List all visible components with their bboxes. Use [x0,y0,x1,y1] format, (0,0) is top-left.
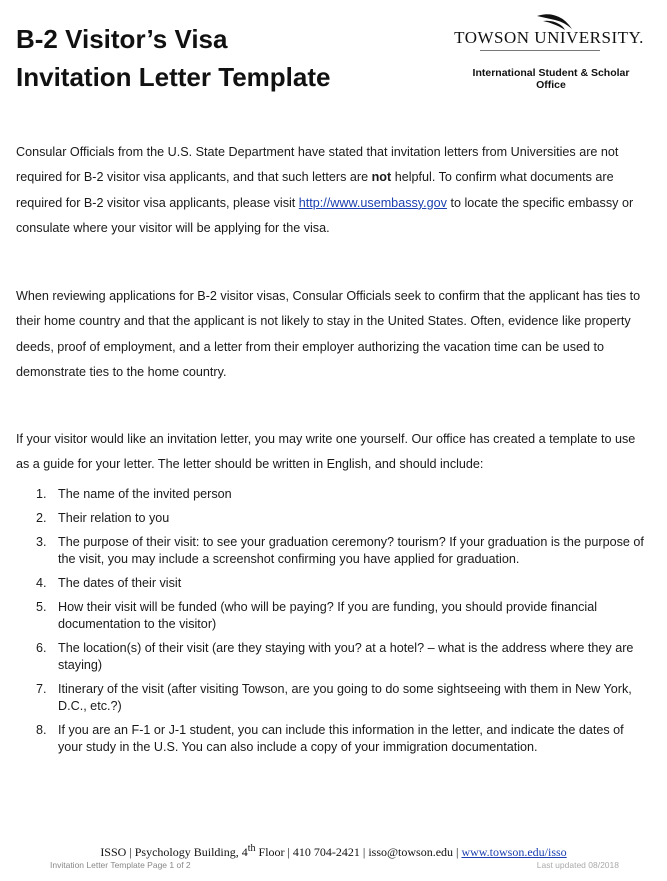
footer-address-a: ISSO | Psychology Building, 4 [100,845,248,859]
list-item [36,486,650,503]
logo-divider [480,50,600,51]
list-item [36,599,650,633]
paragraph-consular-officials [16,140,648,242]
document-title [16,20,330,96]
p1-text-c: to locate the specific embassy or consulate where your visitor will be applying for the visa. [16,195,634,236]
list-item-text: Their relation to you [58,511,170,525]
list-number: 8. [36,723,47,737]
list-item [36,534,650,568]
p1-bold-not: not [371,170,392,185]
list-item-text: The location(s) of their visit (are they staying with you? at a hotel? – what is the address where they are staying) [58,641,634,672]
list-item-text: Itinerary of the visit (after visiting Towson, are you going to do some sightseeing with them in New York, D.C., etc.?) [58,682,632,713]
list-item [36,575,650,592]
list-number: 1. [36,487,47,501]
list-number: 3. [36,535,47,549]
list-number: 2. [36,511,47,525]
isso-website-link[interactable]: www.towson.edu/isso [461,845,567,859]
list-item-text: The purpose of their visit: to see your graduation ceremony? tourism? If your graduation is the purpose of the visit, you may include a screenshot confirming you have applied for graduation. [58,535,644,566]
logo-wordmark: TOWSON UNIVERSITY. [454,28,644,47]
p1-text-b: helpful. To confirm what documents are required for B-2 visitor visa applicants, please visit [16,170,614,210]
footer-floor-sup: th [247,843,256,854]
usembassy-link[interactable]: http://www.usembassy.gov [298,195,447,210]
last-updated: Last updated 08/2018 [536,860,619,870]
paragraph-ties-home-country: When reviewing applications for B-2 visitor visas, Consular Officials seek to confirm that the applicant has ties to their home country and that the applicant is not likely to stay in the United States. Often, evidence like property deeds, proof of employment, and a letter from their employer authorizing the vacation time can be used to demonstrate ties to the home country. [16,289,641,380]
list-number: 6. [36,641,47,655]
list-number: 5. [36,600,47,614]
footer-address-b: Floor | 410 704-2421 | isso@towson.edu | [255,845,462,859]
list-item-text: The dates of their visit [58,576,182,590]
page-label: Invitation Letter Template Page 1 of 2 [50,860,191,870]
university-logo [435,12,645,91]
list-item-text: If you are an F-1 or J-1 student, you can include this information in the letter, and indicate the dates of your study in the U.S. You can also include a copy of your immigration documentation. [58,723,624,754]
list-number: 7. [36,682,47,696]
list-item-text: How their visit will be funded (who will be paying? If you are funding, you should provide financial documentation to the visitor) [58,600,598,631]
p1-text-a: Consular Officials from the U.S. State Department have stated that invitation letters from Universities are not required for B-2 visitor visa applicants, and that such letters are [16,145,619,185]
list-item [36,722,650,756]
title-line-1: B-2 Visitor’s Visa [16,24,228,54]
list-item [36,510,650,527]
title-line-2: Invitation Letter Template [16,62,331,92]
tiger-stripe-logo-icon [535,12,575,32]
list-number: 4. [36,576,47,590]
list-item [36,640,650,674]
paragraph-invitation-letter: If your visitor would like an invitation letter, you may write one yourself. Our office has created a template to use as a guide for your letter. The letter should be written in English, and should include: [16,432,636,472]
letter-requirements-list [36,486,650,763]
list-item-text: The name of the invited person [58,487,232,501]
office-name: International Student & Scholar Office [472,67,630,91]
list-item [36,681,650,715]
footer-contact [0,843,667,860]
